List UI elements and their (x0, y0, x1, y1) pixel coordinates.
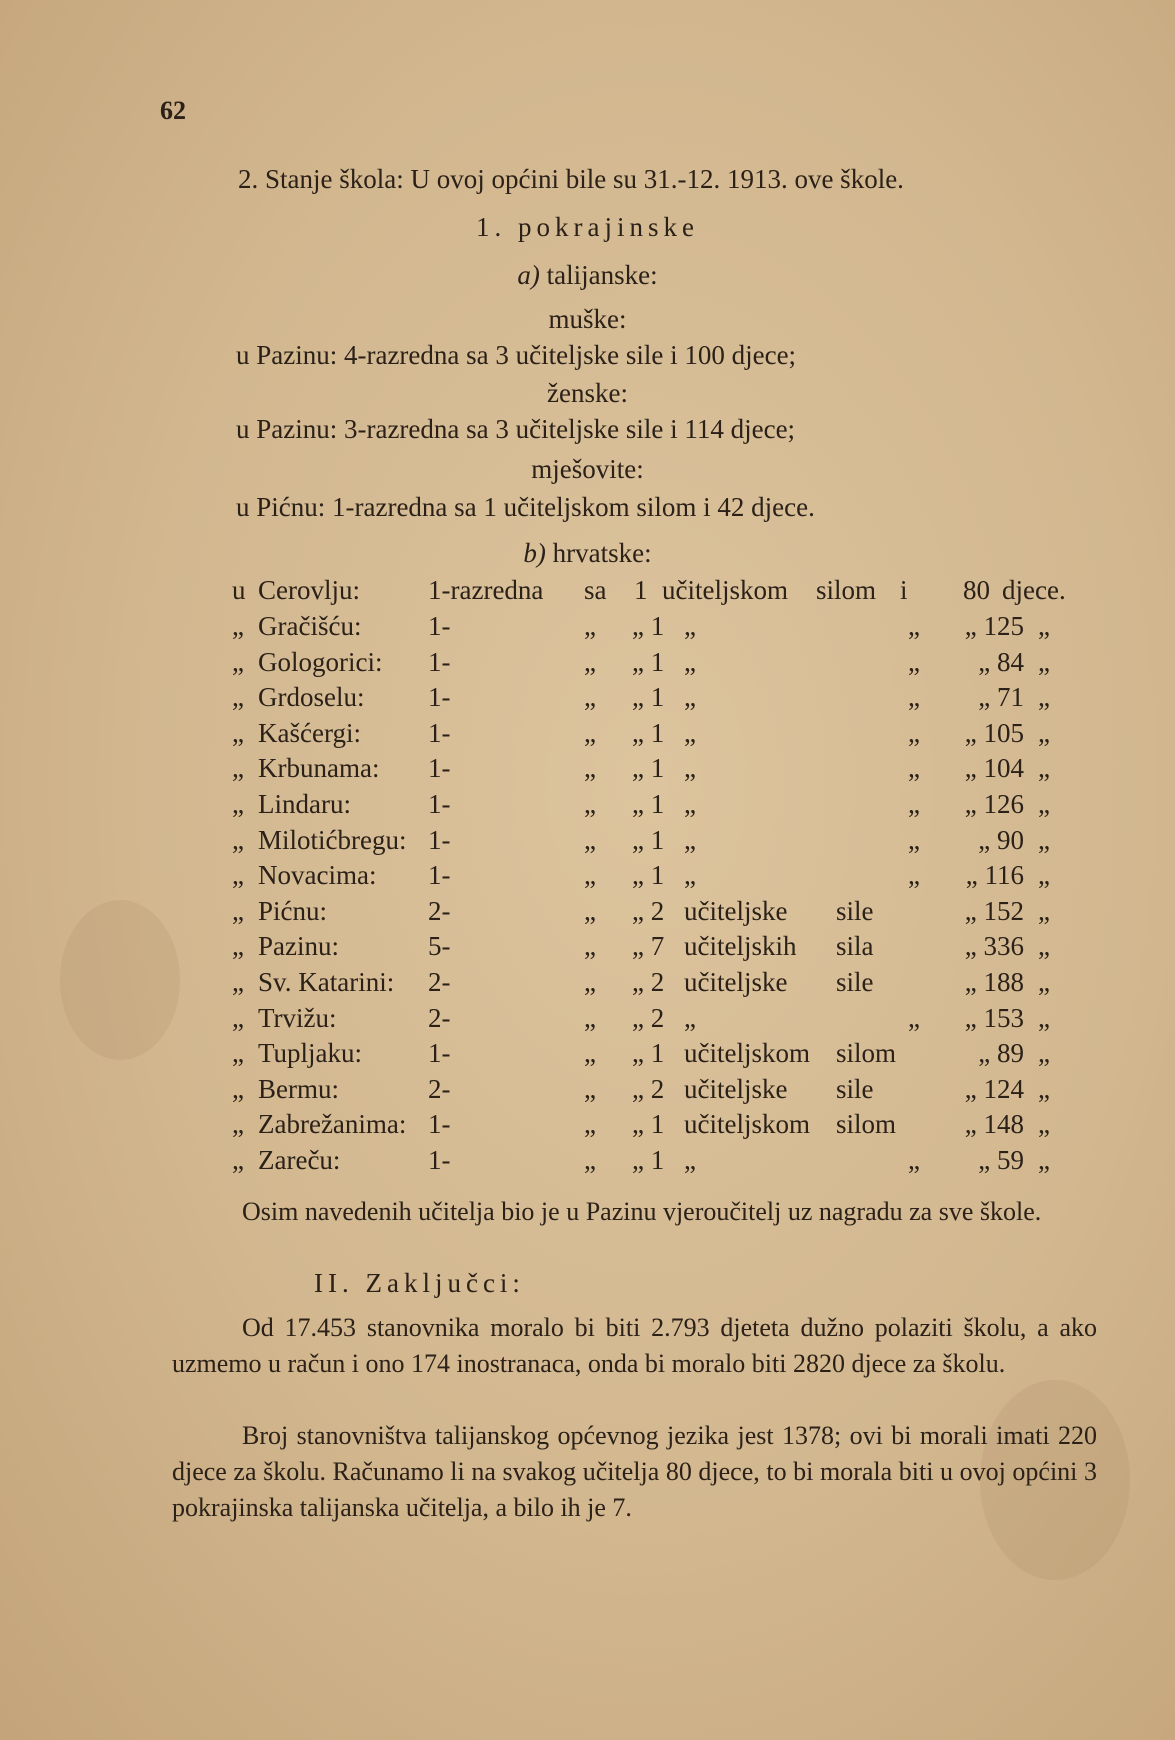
row-ucitelj: učiteljskom (662, 575, 788, 605)
row-ucitelj: učiteljskom (684, 1109, 810, 1140)
row-sila: sile (836, 967, 874, 997)
row-razredna: 1- (428, 789, 451, 819)
conclusion-paragraph-1 (172, 1310, 1097, 1382)
row-ditto: „ (908, 753, 920, 784)
row-djece-ditto: „ (1038, 789, 1050, 819)
row-place: Gračišću: (258, 611, 362, 641)
label-mjesovite: mješovite: (531, 454, 644, 484)
row-prefix: u (232, 575, 246, 605)
row-djece-ditto: „ (1038, 1002, 1050, 1033)
row-sa: sa (584, 575, 607, 605)
row-ditto: „ (908, 860, 920, 891)
row-ditto: „ (232, 1145, 244, 1175)
row-djece: „ 89 (978, 1038, 1024, 1069)
row-count: „ 1 (632, 646, 665, 677)
row-djece-ditto: „ (1038, 895, 1050, 926)
row-ucitelj: „ (684, 611, 696, 641)
subheading-a-text: talijanske: (546, 260, 658, 290)
row-razredna: 1- (428, 824, 451, 855)
row-place: Grdoselu: (258, 682, 365, 713)
row-razredna: 2- (428, 1073, 451, 1104)
row-sa-ditto: „ (584, 1073, 596, 1104)
row-ucitelj: „ (684, 860, 696, 891)
label-muske: muške: (548, 304, 627, 334)
subheading-b-text: hrvatske: (552, 538, 652, 568)
table-row (232, 572, 1072, 608)
row-razredna: 1-razredna (428, 575, 544, 605)
row-djece: „ 104 (964, 753, 1024, 784)
row-ditto: „ (232, 682, 244, 713)
row-ditto: „ (232, 611, 244, 641)
row-sila: silom (836, 1109, 897, 1140)
row-count: „ 1 (632, 860, 665, 891)
row-ditto: „ (232, 824, 244, 855)
row-place: Zabrežanima: (258, 1109, 407, 1140)
row-razredna: 1- (428, 717, 451, 748)
table-row (232, 1071, 1072, 1107)
row-count: „ 2 (632, 967, 665, 997)
table-row (232, 822, 1072, 858)
row-razredna: 1- (428, 753, 451, 784)
row-place: Gologorici: (258, 646, 383, 677)
row-place: Tupljaku: (258, 1038, 363, 1069)
row-count: „ 1 (632, 611, 665, 641)
row-ditto: „ (908, 824, 920, 855)
row-place: Novacima: (258, 860, 377, 891)
row-sa-ditto: „ (584, 895, 596, 926)
row-count: „ 1 (632, 824, 665, 855)
row-place: Cerovlju: (258, 575, 360, 605)
row-place: Sv. Katarini: (258, 967, 395, 997)
table-row (232, 893, 1072, 929)
row-count: „ 2 (632, 1073, 665, 1104)
conclusion-paragraph-2 (172, 1418, 1097, 1526)
row-place: Pazinu: (258, 931, 339, 962)
row-razredna: 1- (428, 1038, 451, 1069)
row-razredna: 1- (428, 1109, 451, 1140)
row-ditto: „ (232, 931, 244, 962)
row-razredna: 1- (428, 682, 451, 713)
row-djece: „ 188 (964, 967, 1024, 997)
label-zenske: ženske: (547, 378, 628, 408)
row-ditto: „ (232, 789, 244, 819)
row-i: i (900, 575, 908, 605)
row-count: 1 (634, 575, 648, 605)
note-paragraph (172, 1194, 1097, 1230)
row-razredna: 2- (428, 1002, 451, 1033)
row-djece-ditto: „ (1038, 611, 1050, 641)
row-razredna: 2- (428, 967, 451, 997)
row-sila: silom (816, 575, 877, 605)
row-suffix: djece. (1002, 575, 1066, 605)
line-zenske: u Pazinu: 3-razredna sa 3 učiteljske sile i 114 djece; (236, 414, 796, 444)
row-ditto: „ (232, 753, 244, 784)
row-ucitelj: učiteljske (684, 967, 788, 997)
row-ditto: „ (232, 967, 244, 997)
table-row (232, 1142, 1072, 1178)
line-mjesovite: u Pićnu: 1-razredna sa 1 učiteljskom silom i 42 djece. (236, 492, 815, 522)
row-sa-ditto: „ (584, 682, 596, 713)
row-sa-ditto: „ (584, 1145, 596, 1175)
table-row (232, 750, 1072, 786)
row-count: „ 1 (632, 682, 665, 713)
row-count: „ 1 (632, 1038, 665, 1069)
row-sa-ditto: „ (584, 967, 596, 997)
row-ucitelj: učiteljske (684, 1073, 788, 1104)
row-djece: „ 152 (964, 895, 1024, 926)
row-ucitelj: „ (684, 753, 696, 784)
subheading-b-letter: b) (523, 538, 546, 568)
row-ditto: „ (232, 1109, 244, 1140)
row-ditto: „ (908, 1002, 920, 1033)
row-razredna: 1- (428, 611, 451, 641)
row-ucitelj: „ (684, 646, 696, 677)
row-ditto: „ (232, 895, 244, 926)
subheading-hrvatske (0, 536, 1175, 570)
row-djece: „ 116 (965, 860, 1024, 891)
row-djece-ditto: „ (1038, 1073, 1050, 1104)
row-sa-ditto: „ (584, 1038, 596, 1069)
row-ucitelj: „ (684, 789, 696, 819)
note-text: Osim navedenih učitelja bio je u Pazinu vjeroučitelj uz nagradu za sve škole. (242, 1197, 1042, 1226)
row-ditto: „ (908, 717, 920, 748)
paper-stain (60, 900, 180, 1060)
row-sa-ditto: „ (584, 860, 596, 891)
table-row (232, 1035, 1072, 1071)
row-djece: „ 125 (964, 611, 1024, 641)
row-sa-ditto: „ (584, 646, 596, 677)
row-ucitelj: „ (684, 1145, 696, 1175)
row-djece: „ 84 (978, 646, 1024, 677)
table-row (232, 1106, 1072, 1142)
row-sa-ditto: „ (584, 824, 596, 855)
row-djece-ditto: „ (1038, 682, 1050, 713)
row-count: „ 1 (632, 789, 665, 819)
table-row (232, 608, 1072, 644)
row-ditto: „ (232, 646, 244, 677)
row-djece-ditto: „ (1038, 860, 1050, 891)
row-sila: sile (836, 1073, 874, 1104)
table-row (232, 786, 1072, 822)
row-djece: „ 336 (964, 931, 1024, 962)
table-row (232, 715, 1072, 751)
row-djece-ditto: „ (1038, 931, 1050, 962)
row-djece: „ 71 (978, 682, 1024, 713)
table-row (232, 644, 1072, 680)
subheading-a-letter: a) (517, 260, 540, 290)
row-razredna: 1- (428, 646, 451, 677)
row-sa-ditto: „ (584, 931, 596, 962)
row-sa-ditto: „ (584, 753, 596, 784)
row-djece-ditto: „ (1038, 824, 1050, 855)
para-1-text: Od 17.453 stanovnika moralo bi biti 2.793 djeteta dužno polaziti školu, a ako uzmemo u račun i ono 174 inostranaca, onda bi moralo biti 2820 djece za školu. (172, 1313, 1097, 1378)
row-ditto: „ (232, 1038, 244, 1069)
row-place: Bermu: (258, 1073, 339, 1104)
row-djece: „ 59 (978, 1145, 1024, 1175)
row-ditto: „ (908, 1145, 920, 1175)
row-count: „ 2 (632, 895, 665, 926)
row-count: „ 2 (632, 1002, 665, 1033)
row-sa-ditto: „ (584, 717, 596, 748)
row-ditto: „ (232, 1073, 244, 1104)
row-ucitelj: „ (684, 682, 696, 713)
row-djece: „ 90 (978, 824, 1024, 855)
row-ucitelj: učiteljskom (684, 1038, 810, 1069)
row-place: Lindaru: (258, 789, 351, 819)
row-ditto: „ (232, 1002, 244, 1033)
row-ucitelj: „ (684, 717, 696, 748)
section-heading: 2. Stanje škola: U ovoj općini bile su 31.-12. 1913. ove škole. (238, 164, 904, 194)
row-ditto: „ (232, 717, 244, 748)
row-sa-ditto: „ (584, 1002, 596, 1033)
table-row (232, 964, 1072, 1000)
row-ucitelj: učiteljskih (684, 931, 797, 962)
section-2-heading: II. Zaključci: (314, 1268, 525, 1298)
row-ucitelj: učiteljske (684, 895, 788, 926)
row-djece: „ 126 (964, 789, 1024, 819)
row-djece-ditto: „ (1038, 717, 1050, 748)
row-ditto: „ (908, 789, 920, 819)
row-razredna: 1- (428, 1145, 451, 1175)
row-count: „ 1 (632, 753, 665, 784)
table-row (232, 928, 1072, 964)
row-sa-ditto: „ (584, 1109, 596, 1140)
row-ucitelj: „ (684, 824, 696, 855)
row-sila: sila (836, 931, 874, 962)
row-place: Pićnu: (258, 895, 328, 926)
row-djece-ditto: „ (1038, 646, 1050, 677)
row-place: Trvižu: (258, 1002, 337, 1033)
row-count: „ 1 (632, 1109, 665, 1140)
page-number: 62 (160, 96, 186, 125)
row-djece-ditto: „ (1038, 1109, 1050, 1140)
row-djece: „ 153 (964, 1002, 1024, 1033)
row-djece: „ 105 (964, 717, 1024, 748)
subheading-pokrajinske: 1. pokrajinske (476, 212, 699, 242)
row-djece: „ 124 (964, 1073, 1024, 1104)
row-sa-ditto: „ (584, 611, 596, 641)
row-razredna: 2- (428, 895, 451, 926)
row-sa-ditto: „ (584, 789, 596, 819)
row-djece-ditto: „ (1038, 1038, 1050, 1069)
row-razredna: 5- (428, 931, 451, 962)
row-ucitelj: „ (684, 1002, 696, 1033)
line-muske: u Pazinu: 4-razredna sa 3 učiteljske sile i 100 djece; (236, 340, 797, 370)
row-place: Milotićbregu: (258, 824, 407, 855)
row-djece: 80 (963, 575, 990, 605)
subheading-talijanske (0, 258, 1175, 292)
row-sila: sile (836, 895, 874, 926)
row-sila: silom (836, 1038, 897, 1069)
row-djece-ditto: „ (1038, 967, 1050, 997)
row-count: „ 1 (632, 717, 665, 748)
row-djece-ditto: „ (1038, 1145, 1050, 1175)
row-ditto: „ (232, 860, 244, 891)
row-razredna: 1- (428, 860, 451, 891)
row-count: „ 7 (632, 931, 665, 962)
row-djece-ditto: „ (1038, 753, 1050, 784)
table-row (232, 679, 1072, 715)
row-ditto: „ (908, 646, 920, 677)
table-row (232, 1000, 1072, 1036)
row-ditto: „ (908, 611, 920, 641)
row-djece: „ 148 (964, 1109, 1024, 1140)
table-row (232, 857, 1072, 893)
row-count: „ 1 (632, 1145, 665, 1175)
row-place: Kašćergi: (258, 717, 361, 748)
para-2-text: Broj stanovništva talijanskog općevnog jezika jest 1378; ovi bi morali imati 220 djece za školu. Računamo li na svakog učitelja 80 djece, to bi morala biti u ovoj općini 3 pokrajinska talijanska učitelja, a bilo ih je 7. (172, 1421, 1097, 1522)
row-place: Krbunama: (258, 753, 380, 784)
row-place: Zareču: (258, 1145, 341, 1175)
row-ditto: „ (908, 682, 920, 713)
